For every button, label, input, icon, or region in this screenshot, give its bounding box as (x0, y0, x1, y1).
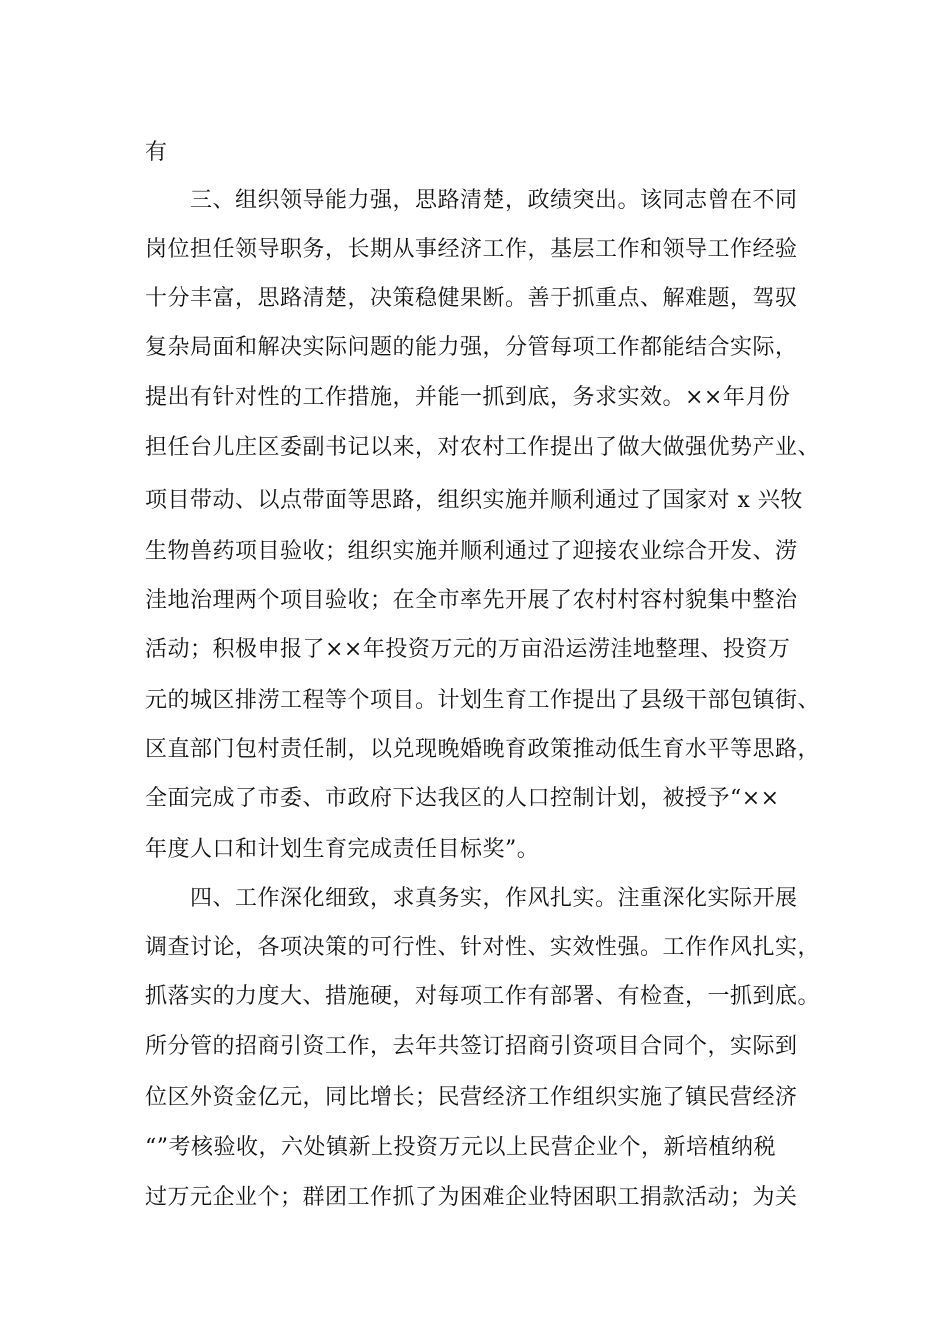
text-line: 岗位担任领导职务，长期从事经济工作，基层工作和领导工作经验 (145, 237, 798, 262)
text-line: 调查讨论，各项决策的可行性、针对性、实效性强。工作作风扎实， (145, 935, 821, 960)
text-line: 复杂局面和解决实际问题的能力强，分管每项工作都能结合实际， (145, 335, 798, 360)
text-line: “”考核验收，六处镇新上投资万元以上民营企业个，新培植纳税 (145, 1135, 776, 1160)
text-line: 过万元企业个；群团工作抓了为困难企业特困职工捐款活动；为关 (145, 1185, 798, 1210)
text-line: 洼地治理两个项目验收；在全市率先开展了农村村容村貌集中整治 (145, 588, 798, 613)
text-line: 有 (145, 140, 168, 165)
text-line: 位区外资金亿元，同比增长；民营经济工作组织实施了镇民营经济 (145, 1085, 798, 1110)
text-line: 十分丰富，思路清楚，决策稳健果断。善于抓重点、解难题，驾驭 (145, 286, 798, 311)
text-line: 抓落实的力度大、措施硬，对每项工作有部署、有检查，一抓到底。 (145, 984, 821, 1009)
text-line: 年度人口和计划生育完成责任目标奖”。 (145, 837, 540, 862)
text-line: 提出有针对性的工作措施，并能一抓到底，务求实效。××年月份 (145, 385, 791, 410)
text-line: 元的城区排涝工程等个项目。计划生育工作提出了县级干部包镇街、 (145, 688, 821, 713)
text-line: 生物兽药项目验收；组织实施并顺利通过了迎接农业综合开发、涝 (145, 539, 798, 564)
text-line: 项目带动、以点带面等思路，组织实施并顺利通过了国家对 x 兴牧 (145, 488, 803, 513)
text-line: 全面完成了市委、市政府下达我区的人口控制计划，被授予“×× (145, 786, 780, 811)
text-line: 所分管的招商引资工作，去年共签订招商引资项目合同个，实际到 (145, 1034, 798, 1059)
text-line: 活动；积极申报了××年投资万元的万亩沿运涝洼地整理、投资万 (145, 637, 791, 662)
paragraph-3-start: 三、组织领导能力强，思路清楚，政绩突出。该同志曾在不同 (190, 188, 798, 213)
paragraph-4-start: 四、工作深化细致，求真务实，作风扎实。注重深化实际开展 (190, 886, 798, 911)
text-line: 区直部门包村责任制，以兑现晚婚晚育政策推动低生育水平等思路， (145, 737, 821, 762)
text-line: 担任台儿庄区委副书记以来，对农村工作提出了做大做强优势产业、 (145, 435, 821, 460)
